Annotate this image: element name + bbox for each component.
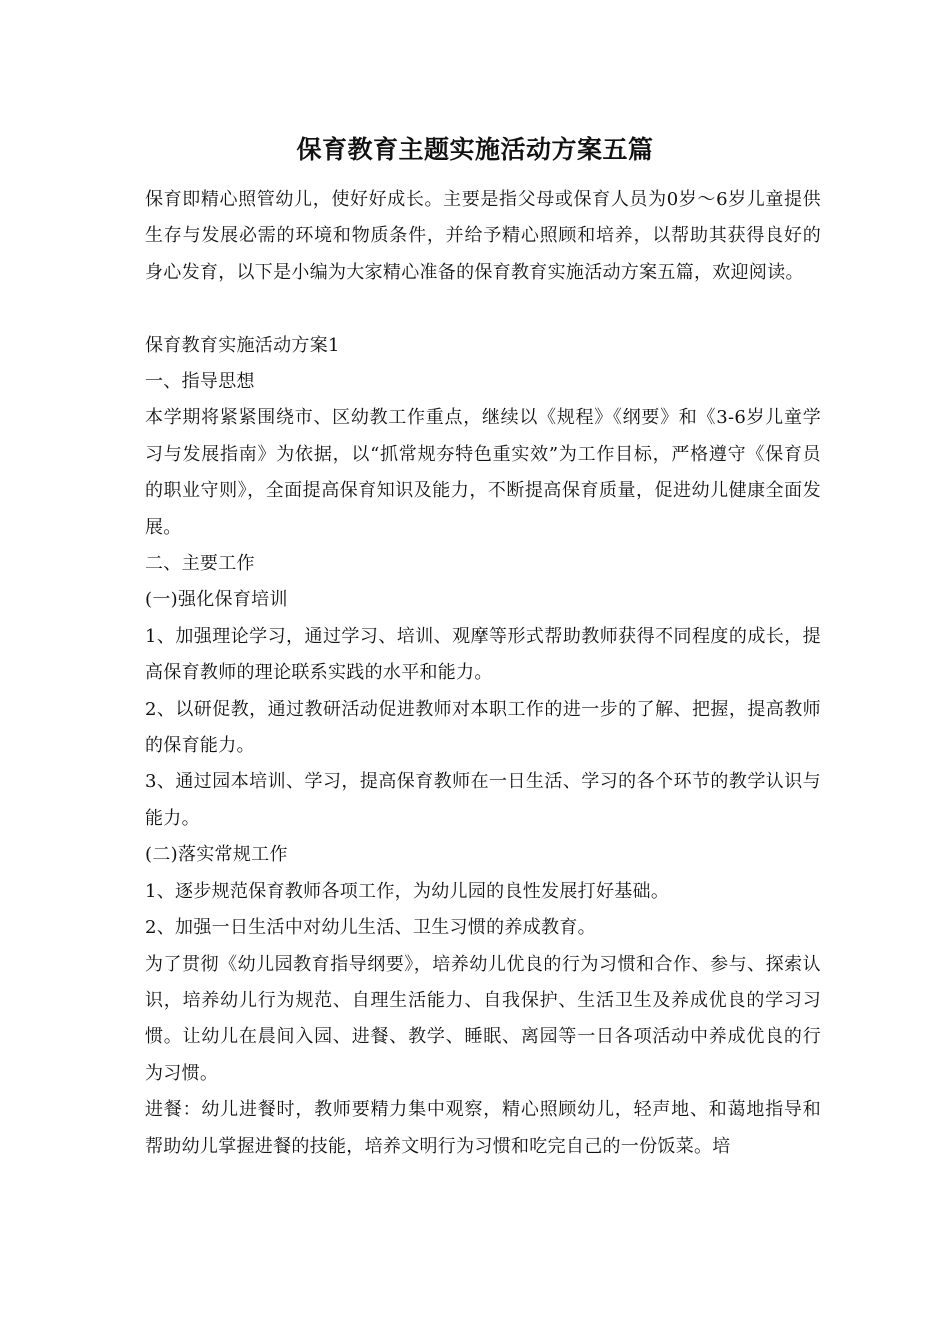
- document-title: 保育教育主题实施活动方案五篇: [296, 135, 654, 164]
- list-item: 2、以研促教，通过教研活动促进教师对本职工作的进一步的了解、把握，提高教师的保育能力。: [145, 698, 821, 757]
- section-heading: 保育教育实施活动方案1: [145, 334, 340, 356]
- paragraph: 本学期将紧紧围绕市、区幼教工作重点，继续以《规程》《纲要》和《3-6岁儿童学习与发展指南》为依据，以“抓常规夯特色重实效”为工作目标，严格遵守《保育员的职业守则》，全面提高保育知识及能力，不断提高保育质量，促进幼儿健康全面发展。: [145, 407, 821, 538]
- intro-paragraph: 保育即精心照管幼儿，使好好成长。主要是指父母或保育人员为0岁～6岁儿童提供生存与发展必需的环境和物质条件，并给予精心照顾和培养，以帮助其获得良好的身心发育，以下是小编为大家精心准备的保育教育实施活动方案五篇，欢迎阅读。: [145, 189, 821, 283]
- list-item: 3、通过园本培训、学习，提高保育教师在一日生活、学习的各个环节的教学认识与能力。: [145, 771, 821, 829]
- paragraph: 进餐：幼儿进餐时，教师要精力集中观察，精心照顾幼儿，轻声地、和蔼地指导和帮助幼儿掌握进餐的技能，培养文明行为习惯和吃完自己的一份饭菜。培: [145, 1099, 821, 1157]
- subheading: 一、指导思想: [145, 371, 255, 393]
- paragraph: 为了贯彻《幼儿园教育指导纲要》，培养幼儿优良的行为习惯和合作、参与、探索认识，培养幼儿行为规范、自理生活能力、自我保护、生活卫生及养成优良的学习习惯。让幼儿在晨间入园、进餐、教学、睡眠、离园等一日各项活动中养成优良的行为习惯。: [145, 953, 821, 1084]
- list-item: 1、加强理论学习，通过学习、培训、观摩等形式帮助教师获得不同程度的成长，提高保育教师的理论联系实践的水平和能力。: [145, 625, 821, 684]
- document-body: [145, 182, 821, 1165]
- list-item: 2、加强一日生活中对幼儿生活、卫生习惯的养成教育。: [145, 917, 596, 939]
- subheading: (一)强化保育培训: [145, 589, 288, 611]
- subheading: (二)落实常规工作: [145, 844, 288, 866]
- list-item: 1、逐步规范保育教师各项工作，为幼儿园的良性发展打好基础。: [145, 880, 670, 902]
- subheading: 二、主要工作: [145, 553, 255, 575]
